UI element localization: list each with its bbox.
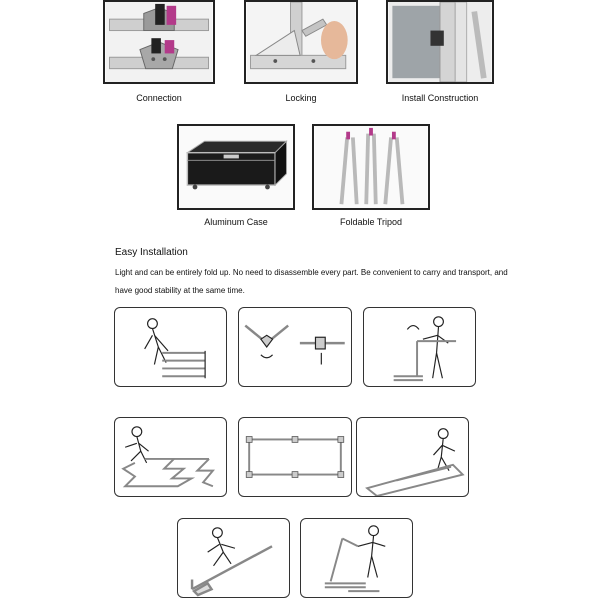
install-step-1: [114, 307, 227, 387]
easy-installation-heading: Easy Installation: [115, 247, 188, 258]
install-construction-photo: [386, 0, 494, 84]
aluminum-case-photo: [177, 124, 295, 210]
caption-connection: Connection: [136, 93, 182, 103]
easy-installation-description: Light and can be entirely fold up. No need to disassemble every part. Be convenient to carry and transport, and have good stability at the same time.: [115, 268, 508, 295]
install-step-5: [238, 417, 352, 497]
install-step-3: [363, 307, 476, 387]
foldable-tripod-photo: [312, 124, 430, 210]
connection-photo: [103, 0, 215, 84]
locking-photo: [244, 0, 358, 84]
caption-install-construction: Install Construction: [401, 93, 479, 103]
caption-locking: Locking: [285, 93, 317, 103]
install-step-6: [356, 417, 469, 497]
install-step-2: [238, 307, 352, 387]
caption-foldable-tripod: Foldable Tripod: [339, 217, 403, 227]
install-step-8: [300, 518, 413, 598]
caption-aluminum-case: Aluminum Case: [204, 217, 268, 227]
install-step-4: [114, 417, 227, 497]
install-step-7: [177, 518, 290, 598]
